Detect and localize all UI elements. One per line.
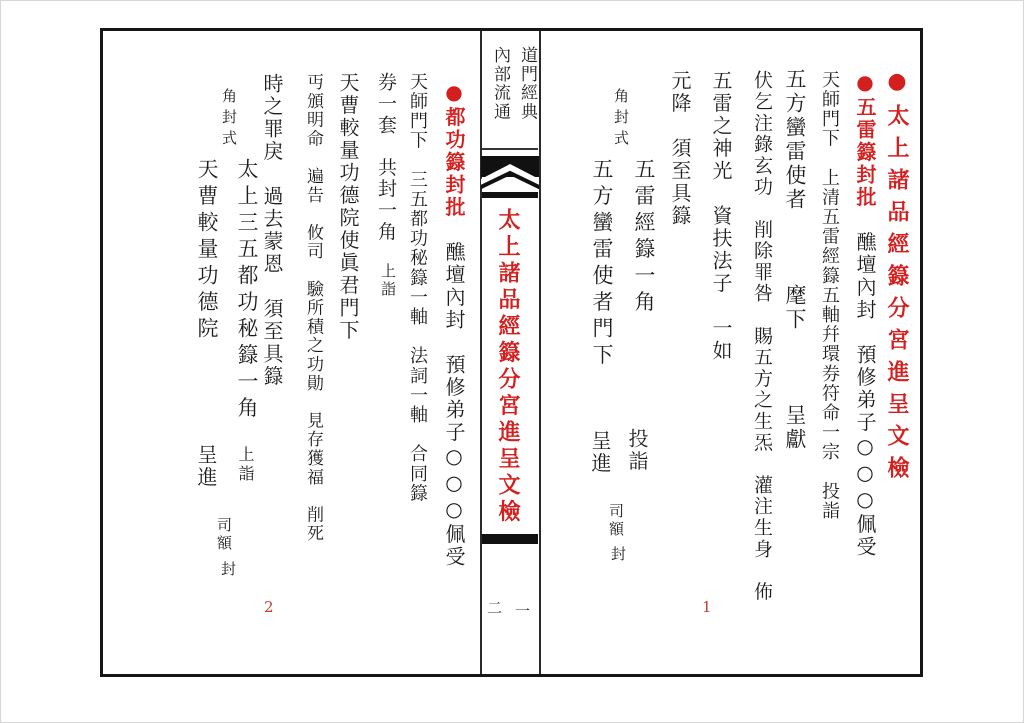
page2-registrar-seal: 司額 xyxy=(215,517,233,553)
folio-number-left: 二 xyxy=(487,599,503,617)
page1-section-column xyxy=(855,70,875,559)
page2-section-column xyxy=(444,80,464,569)
page1-main-title: ●太上諸品經籙分宮進呈文檢 xyxy=(884,68,910,488)
page1-registrar-seal: 司額 xyxy=(607,503,625,539)
page2-column-gai: 丏頒明命 遍告 攸司 驗所積之功勛 見存獲福 削死 xyxy=(303,73,323,543)
page2-seal-char: 封 xyxy=(219,561,237,579)
spine-right-rule xyxy=(539,31,541,674)
page2-column-tiancao: 天曹較量功德院使眞君門下 xyxy=(336,72,360,342)
page1-column-tianshi: 天師門下 上清五雷經籙五軸幷環券符命一宗 投詣 xyxy=(819,70,840,521)
spine-thin-bar-bottom xyxy=(482,534,538,544)
page1-column-fuqi: 伏乞注錄玄功 削除罪咎 賜五方之生炁 灌注生身 佈 xyxy=(751,70,773,603)
folio-number-right: 一 xyxy=(515,602,531,620)
page1-touzhi: 投詣 xyxy=(625,428,649,473)
page1-column-yuanjiang: 元降 須至具籙 xyxy=(668,70,692,228)
page2-section-body: 醮壇內封 預修弟子○○○佩受 xyxy=(442,219,466,569)
spine-divider-rule xyxy=(482,148,538,150)
page1-column-wulei: 五雷之神光 資扶法子 一如 xyxy=(709,70,733,363)
bullet-icon: ● xyxy=(853,70,877,97)
page2-page-number: 2 xyxy=(264,598,274,616)
chevron-band-icon xyxy=(481,155,539,193)
page1-chengjin: 呈進 xyxy=(588,430,612,475)
page2-column-tianshi: 天師門下 三五都功秘籙一軸 法詞一軸 合同籙 xyxy=(407,72,428,504)
spine-circulation-label: 內部流通 xyxy=(490,46,510,122)
page1-corner-seal-label: 角封式 xyxy=(612,88,630,151)
page2-corner-seal-label: 角封式 xyxy=(220,88,238,151)
page2-quan-shangzhi: 上詣 xyxy=(379,263,397,299)
page1-seal-char: 封 xyxy=(609,546,627,564)
page2-column-shi: 時之罪戾 過去蒙恩 須至具籙 xyxy=(260,73,284,388)
bullet-icon: ● xyxy=(442,80,466,107)
bullet-icon: ● xyxy=(884,68,910,104)
page1-corner-seal-item: 五雷經籙一角 xyxy=(632,158,656,317)
page2-section-heading: 都功籙封批 xyxy=(442,106,466,219)
page1-section-body: 醮壇內封 預修弟子○○○佩受 xyxy=(853,209,877,559)
page1-column-wufang: 五方蠻雷使者 麾下 呈獻 xyxy=(783,68,807,452)
page2-corner-seal-addressee: 天曹較量功德院 xyxy=(195,158,219,344)
spine-main-title: 太上諸品經籙分宮進呈文檢 xyxy=(495,208,521,526)
spine-left-rule xyxy=(480,31,482,674)
page1-corner-seal-addressee: 五方蠻雷使者門下 xyxy=(590,158,614,370)
page2-chengjin: 呈進 xyxy=(194,444,218,489)
spine-series-title: 道門經典 xyxy=(517,46,537,122)
page2-shangzhi: 上詣 xyxy=(236,446,255,484)
page2-corner-seal-item: 太上三五都功秘籙一角 xyxy=(235,158,259,423)
page1-section-heading: 五雷籙封批 xyxy=(853,96,877,209)
page1-page-number: 1 xyxy=(702,598,712,616)
page2-column-quan: 券一套 共封一角 xyxy=(375,72,397,243)
spine-thin-bar-top xyxy=(482,192,538,198)
